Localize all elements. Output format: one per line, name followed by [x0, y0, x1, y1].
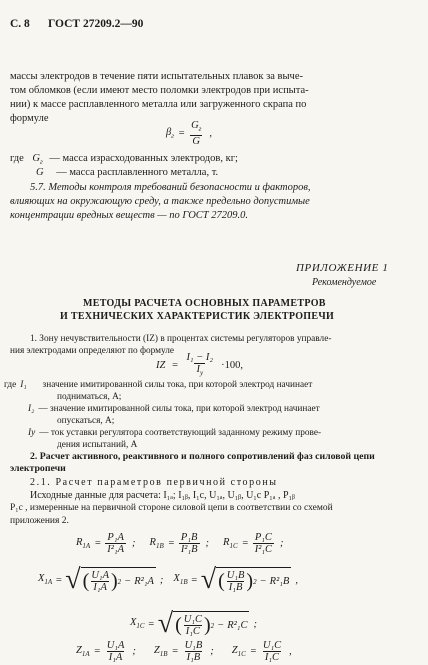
formula-electrode-consumption	[166, 120, 212, 147]
standard-number: ГОСТ 27209.2—90	[48, 18, 144, 30]
text-line: P₁c , измеренные на первичной стороне силовой цепи в соответствии со схемой	[10, 503, 333, 513]
section-2-heading: электропечи	[10, 463, 66, 474]
where-line: Iу — ток уставки регулятора соответствующий заданному режиму прове-	[28, 428, 322, 438]
appendix-subtitle: Рекомендуемое	[312, 277, 377, 288]
where-line: опускаться, А;	[57, 416, 115, 426]
section-5-7-line: влияющих на окружающую среду, а также предельно допустимые	[10, 196, 310, 207]
text-line: Исходные данные для расчета: I₁ₐ; I₁ᵦ, I₁c, U₁ₐ, U₁ᵦ, U₁c P₁ₐ , P₁ᵦ	[30, 490, 295, 501]
section-2-heading: 2. Расчет активного, реактивного и полного сопротивлений фаз силовой цепи	[30, 451, 375, 462]
formula-tail: ,	[209, 128, 213, 140]
equals-sign: =	[177, 128, 186, 140]
section-5-7-line: 5.7. Методы контроля требований безопасности и факторов,	[30, 182, 311, 193]
text-line: нии) к массе расплавленного металла или загруженного скрапа по	[10, 99, 307, 110]
text-line: формуле	[10, 113, 49, 124]
subsection-2-1: 2.1. Расчет параметров первичной стороны	[30, 477, 278, 488]
where-line: дения испытаний, А	[57, 440, 138, 450]
formula-reactance-c: $X_{1C}$ = √ ( $\frac{\text{U₁C}}{\text{I₁C}}$ ) 2 − R²₁C ;	[130, 608, 257, 639]
where-line: где $G_г$ — масса израсходованных электродов, кг;	[10, 153, 238, 167]
formula-reactance: $X_{1A}$ = √ ( $\frac{\text{U₁A}}{\text{I₁A}}$ ) 2 − R²₁A ; $X_{1B}$ = √ ( $\frac{\text{U₁B}}{\text{I₁B}}$ ) 2 − R²₁B ,	[38, 564, 298, 595]
formula-active-resistance: $R_{1A}$ = $\frac{\text{P₁A}}{\text{I²₁A}}$ ; $R_{1B}$ = $\frac{\text{P₁B}}{\text{I²₁B}}$ ; $R_{1C}$ = $\frac{\text{P₁C}}{\text{I²₁C}}$ ;	[76, 532, 284, 555]
fraction: $\frac{G_г}{G}$	[191, 120, 202, 148]
appendix-title: ПРИЛОЖЕНИЕ 1	[296, 262, 389, 274]
fraction: $\frac{\text{I₁ − I₂}}{I_у}$	[186, 352, 214, 378]
main-heading-line: И ТЕХНИЧЕСКИХ ХАРАКТЕРИСТИК ЭЛЕКТРОПЕЧИ	[60, 311, 335, 322]
text-line: приложения 2.	[10, 516, 69, 526]
page-number: С. 8	[10, 18, 30, 30]
text-line: том обломков (если имеют место поломки электродов при испыта-	[10, 85, 309, 96]
formula-impedance: $Z_{1A}$ = $\frac{\text{U₁A}}{\text{I₁A}}$ ; $Z_{1B}$ = $\frac{\text{U₁B}}{\text{I₁B}}$ ; $Z_{1C}$ = $\frac{\text{U₁C}}{\text{I₁C}}$ ,	[76, 640, 292, 663]
where-line: подниматься, А;	[57, 392, 122, 402]
where-line: где I₁ значение имитированной силы тока, при которой электрод начинает	[4, 380, 313, 390]
text-line: массы электродов в течение пяти испытательных плавок за выче-	[10, 71, 303, 82]
where-line: G — масса расплавленного металла, т.	[36, 167, 219, 178]
section-5-7-line: концентрации вредных веществ — по ГОСТ 27209.0.	[10, 210, 249, 221]
text-line: ния электродами определяют по формуле	[10, 346, 175, 356]
text-line: 1. Зону нечувствительности (IZ) в процентах системы регуляторов управле-	[30, 334, 332, 344]
main-heading-line: МЕТОДЫ РАСЧЕТА ОСНОВНЫХ ПАРАМЕТРОВ	[83, 298, 326, 309]
formula-insensitivity-zone: IZ = $\frac{\text{I₁ − I₂}}{I_у}$ ·100,	[156, 352, 243, 378]
formula-lhs: $\beta_г$	[166, 127, 174, 141]
where-line: I₂ — значение имитированной силы тока, при которой электрод начинает	[28, 404, 320, 414]
